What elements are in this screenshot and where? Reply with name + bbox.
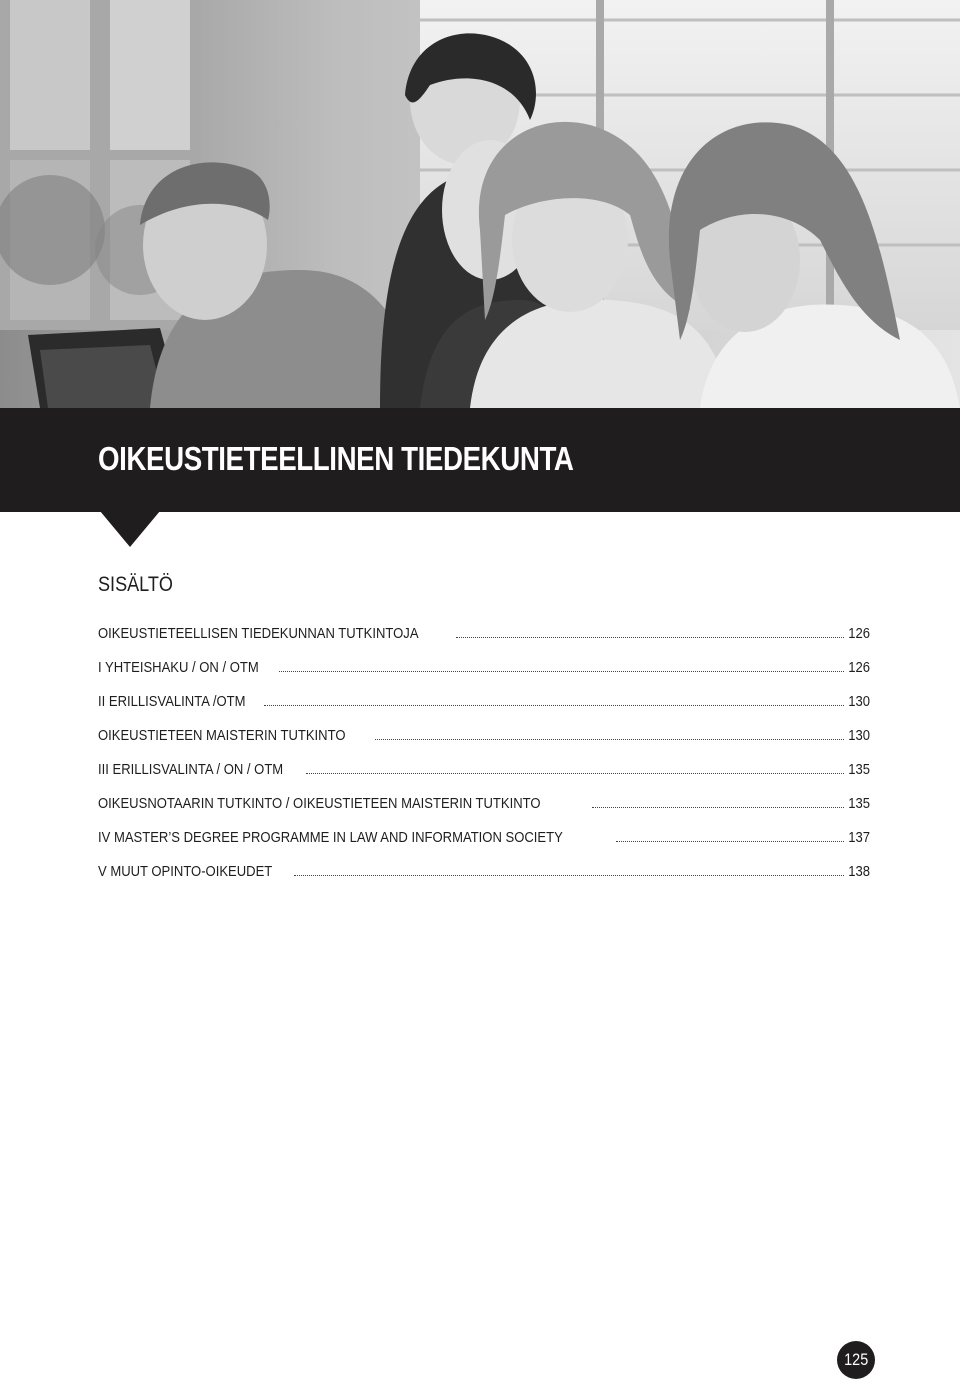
toc-entry[interactable] [98, 762, 868, 796]
toc-entry-page: 138 [848, 864, 870, 880]
toc-entry-page: 135 [848, 796, 870, 812]
table-of-contents [98, 626, 868, 898]
toc-dot-leader [592, 806, 844, 808]
toc-entry-page: 137 [848, 830, 870, 846]
toc-entry-page: 126 [848, 660, 870, 676]
toc-entry[interactable] [98, 830, 868, 864]
toc-entry-label: II ERILLISVALINTA /OTM [98, 694, 246, 710]
toc-entry-page: 135 [848, 762, 870, 778]
toc-entry[interactable] [98, 626, 868, 660]
toc-dot-leader [294, 874, 844, 876]
toc-entry-label: OIKEUSNOTAARIN TUTKINTO / OIKEUSTIETEEN MAISTERIN TUTKINTO [98, 796, 541, 812]
chapter-title: OIKEUSTIETEELLINEN TIEDEKUNTA [98, 440, 574, 477]
toc-entry-label: OIKEUSTIETEELLISEN TIEDEKUNNAN TUTKINTOJA [98, 626, 419, 642]
toc-entry[interactable] [98, 864, 868, 898]
toc-entry[interactable] [98, 660, 868, 694]
toc-entry-label: OIKEUSTIETEEN MAISTERIN TUTKINTO [98, 728, 346, 744]
toc-entry-label: IV MASTER’S DEGREE PROGRAMME IN LAW AND INFORMATION SOCIETY [98, 830, 563, 846]
toc-entry-page: 130 [848, 694, 870, 710]
toc-entry-page: 126 [848, 626, 870, 642]
toc-entry[interactable] [98, 694, 868, 728]
banner-pointer-shape [100, 511, 160, 547]
toc-dot-leader [306, 772, 844, 774]
header-photo [0, 0, 960, 408]
toc-dot-leader [375, 738, 844, 740]
toc-heading: SISÄLTÖ [98, 573, 173, 596]
page-number: 125 [843, 1350, 869, 1369]
toc-dot-leader [279, 670, 844, 672]
toc-entry-page: 130 [848, 728, 870, 744]
toc-dot-leader [456, 636, 844, 638]
toc-entry-label: III ERILLISVALINTA / ON / OTM [98, 762, 284, 778]
toc-dot-leader [616, 840, 844, 842]
students-photo-illustration [0, 0, 960, 408]
toc-entry-label: V MUUT OPINTO-OIKEUDET [98, 864, 273, 880]
toc-entry[interactable] [98, 728, 868, 762]
page-number-badge [837, 1341, 875, 1379]
toc-entry-label: I YHTEISHAKU / ON / OTM [98, 660, 259, 676]
toc-dot-leader [264, 704, 844, 706]
toc-entry[interactable] [98, 796, 868, 830]
